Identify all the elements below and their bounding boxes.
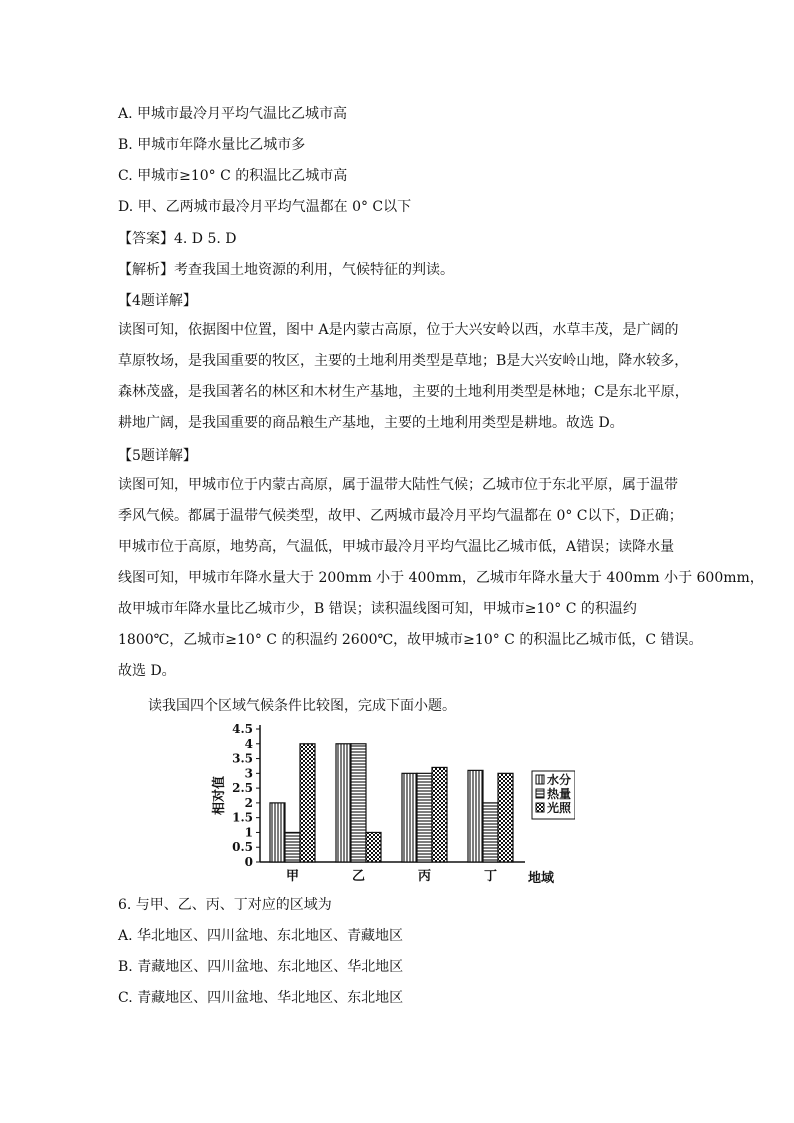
y-tick-label: 0 [244, 855, 253, 869]
bar-热量-丙 [417, 773, 432, 862]
x-tick-label: 甲 [285, 869, 300, 884]
choice-a: A. 华北地区、四川盆地、东北地区、青藏地区 [118, 928, 404, 944]
choice-b: B. 青藏地区、四川盆地、东北地区、华北地区 [118, 959, 404, 975]
q5-line: 1800℃，乙城市≥10° C 的积温约 2600℃，故甲城市≥10° C 的积温比乙城市低，C 错误。 [118, 632, 703, 648]
y-tick-label: 1.5 [232, 810, 253, 825]
y-tick-label: 3.5 [232, 751, 253, 766]
bar-光照-乙 [366, 832, 381, 862]
y-tick-label: 4 [244, 736, 253, 751]
q5-line: 故甲城市年降水量比乙城市少，B 错误；读积温线图可知，甲城市≥10° C 的积温约 [118, 601, 637, 617]
y-tick-label: 2.5 [232, 781, 253, 796]
choice-c: C. 青藏地区、四川盆地、华北地区、东北地区 [118, 990, 404, 1006]
q5-line: 读图可知，甲城市位于内蒙古高原，属于温带大陆性气候；乙城市位于东北平原，属于温带 [118, 477, 678, 493]
bar-水分-甲 [270, 803, 285, 862]
chart-svg [205, 718, 575, 888]
bar-热量-乙 [351, 744, 366, 862]
answer-line: 【答案】4. D 5. D [118, 231, 237, 247]
bar-光照-甲 [300, 744, 315, 862]
legend-swatch [536, 789, 544, 798]
option-a-prev: A. 甲城市最冷月平均气温比乙城市高 [118, 106, 348, 122]
x-tick-label: 丁 [483, 869, 498, 884]
legend-swatch [536, 803, 544, 812]
option-b-prev: B. 甲城市年降水量比乙城市多 [118, 137, 306, 153]
x-axis-title: 地域 [527, 871, 555, 886]
y-tick-label: 1 [244, 825, 253, 840]
q5-line: 季风气候。都属于温带气候类型，故甲、乙两城市最冷月平均气温都在 0° C以下，D正确； [118, 508, 683, 524]
q4-explanation [118, 315, 689, 439]
climate-comparison-chart [205, 718, 575, 888]
q5-explanation [118, 470, 764, 687]
option-d-prev: D. 甲、乙两城市最冷月平均气温都在 0° C以下 [118, 199, 412, 215]
legend-label: 光照 [547, 801, 572, 815]
bar-水分-丁 [468, 770, 483, 862]
bar-光照-丙 [432, 767, 447, 862]
chart-intro: 读我国四个区域气候条件比较图，完成下面小题。 [148, 698, 456, 714]
q4-line: 读图可知，依据图中位置，图中 A是内蒙古高原，位于大兴安岭以西，水草丰茂，是广阔的 [118, 322, 679, 338]
legend-label: 水分 [547, 773, 572, 787]
legend-label: 热量 [547, 787, 572, 801]
q4-line: 森林茂盛，是我国著名的林区和木材生产基地，主要的土地利用类型是林地；C是东北平原， [118, 384, 689, 400]
y-tick-label: 2 [244, 795, 253, 810]
bar-水分-乙 [336, 744, 351, 862]
q4-line: 耕地广阔，是我国重要的商品粮生产基地，主要的土地利用类型是耕地。故选 D。 [118, 415, 624, 431]
analysis-line: 【解析】考查我国土地资源的利用，气候特征的判读。 [118, 262, 454, 278]
legend-swatch [536, 775, 544, 784]
q4-line: 草原牧场，是我国重要的牧区，主要的土地利用类型是草地；B是大兴安岭山地，降水较多， [118, 353, 689, 369]
x-tick-label: 乙 [351, 869, 366, 884]
question-6: 6. 与甲、乙、丙、丁对应的区域为 [118, 897, 332, 913]
q5-heading: 【5题详解】 [118, 448, 197, 464]
bar-水分-丙 [402, 773, 417, 862]
option-c-prev: C. 甲城市≥10° C 的积温比乙城市高 [118, 168, 348, 184]
y-tick-label: 3 [244, 766, 253, 781]
q5-line: 线图可知，甲城市年降水量大于 200mm 小于 400mm，乙城市年降水量大于 400mm 小于 600mm， [118, 570, 764, 586]
x-tick-label: 丙 [417, 869, 432, 884]
q5-line: 故选 D。 [118, 663, 176, 679]
q4-heading: 【4题详解】 [118, 293, 197, 309]
q5-line: 甲城市位于高原，地势高，气温低，甲城市最冷月平均气温比乙城市低，A错误；读降水量 [118, 539, 675, 555]
bar-热量-丁 [483, 803, 498, 862]
bar-光照-丁 [498, 773, 513, 862]
y-tick-label: 0.5 [232, 840, 253, 855]
y-axis-title: 相对值 [212, 775, 227, 816]
bar-热量-甲 [285, 832, 300, 862]
y-tick-label: 4.5 [232, 722, 253, 736]
